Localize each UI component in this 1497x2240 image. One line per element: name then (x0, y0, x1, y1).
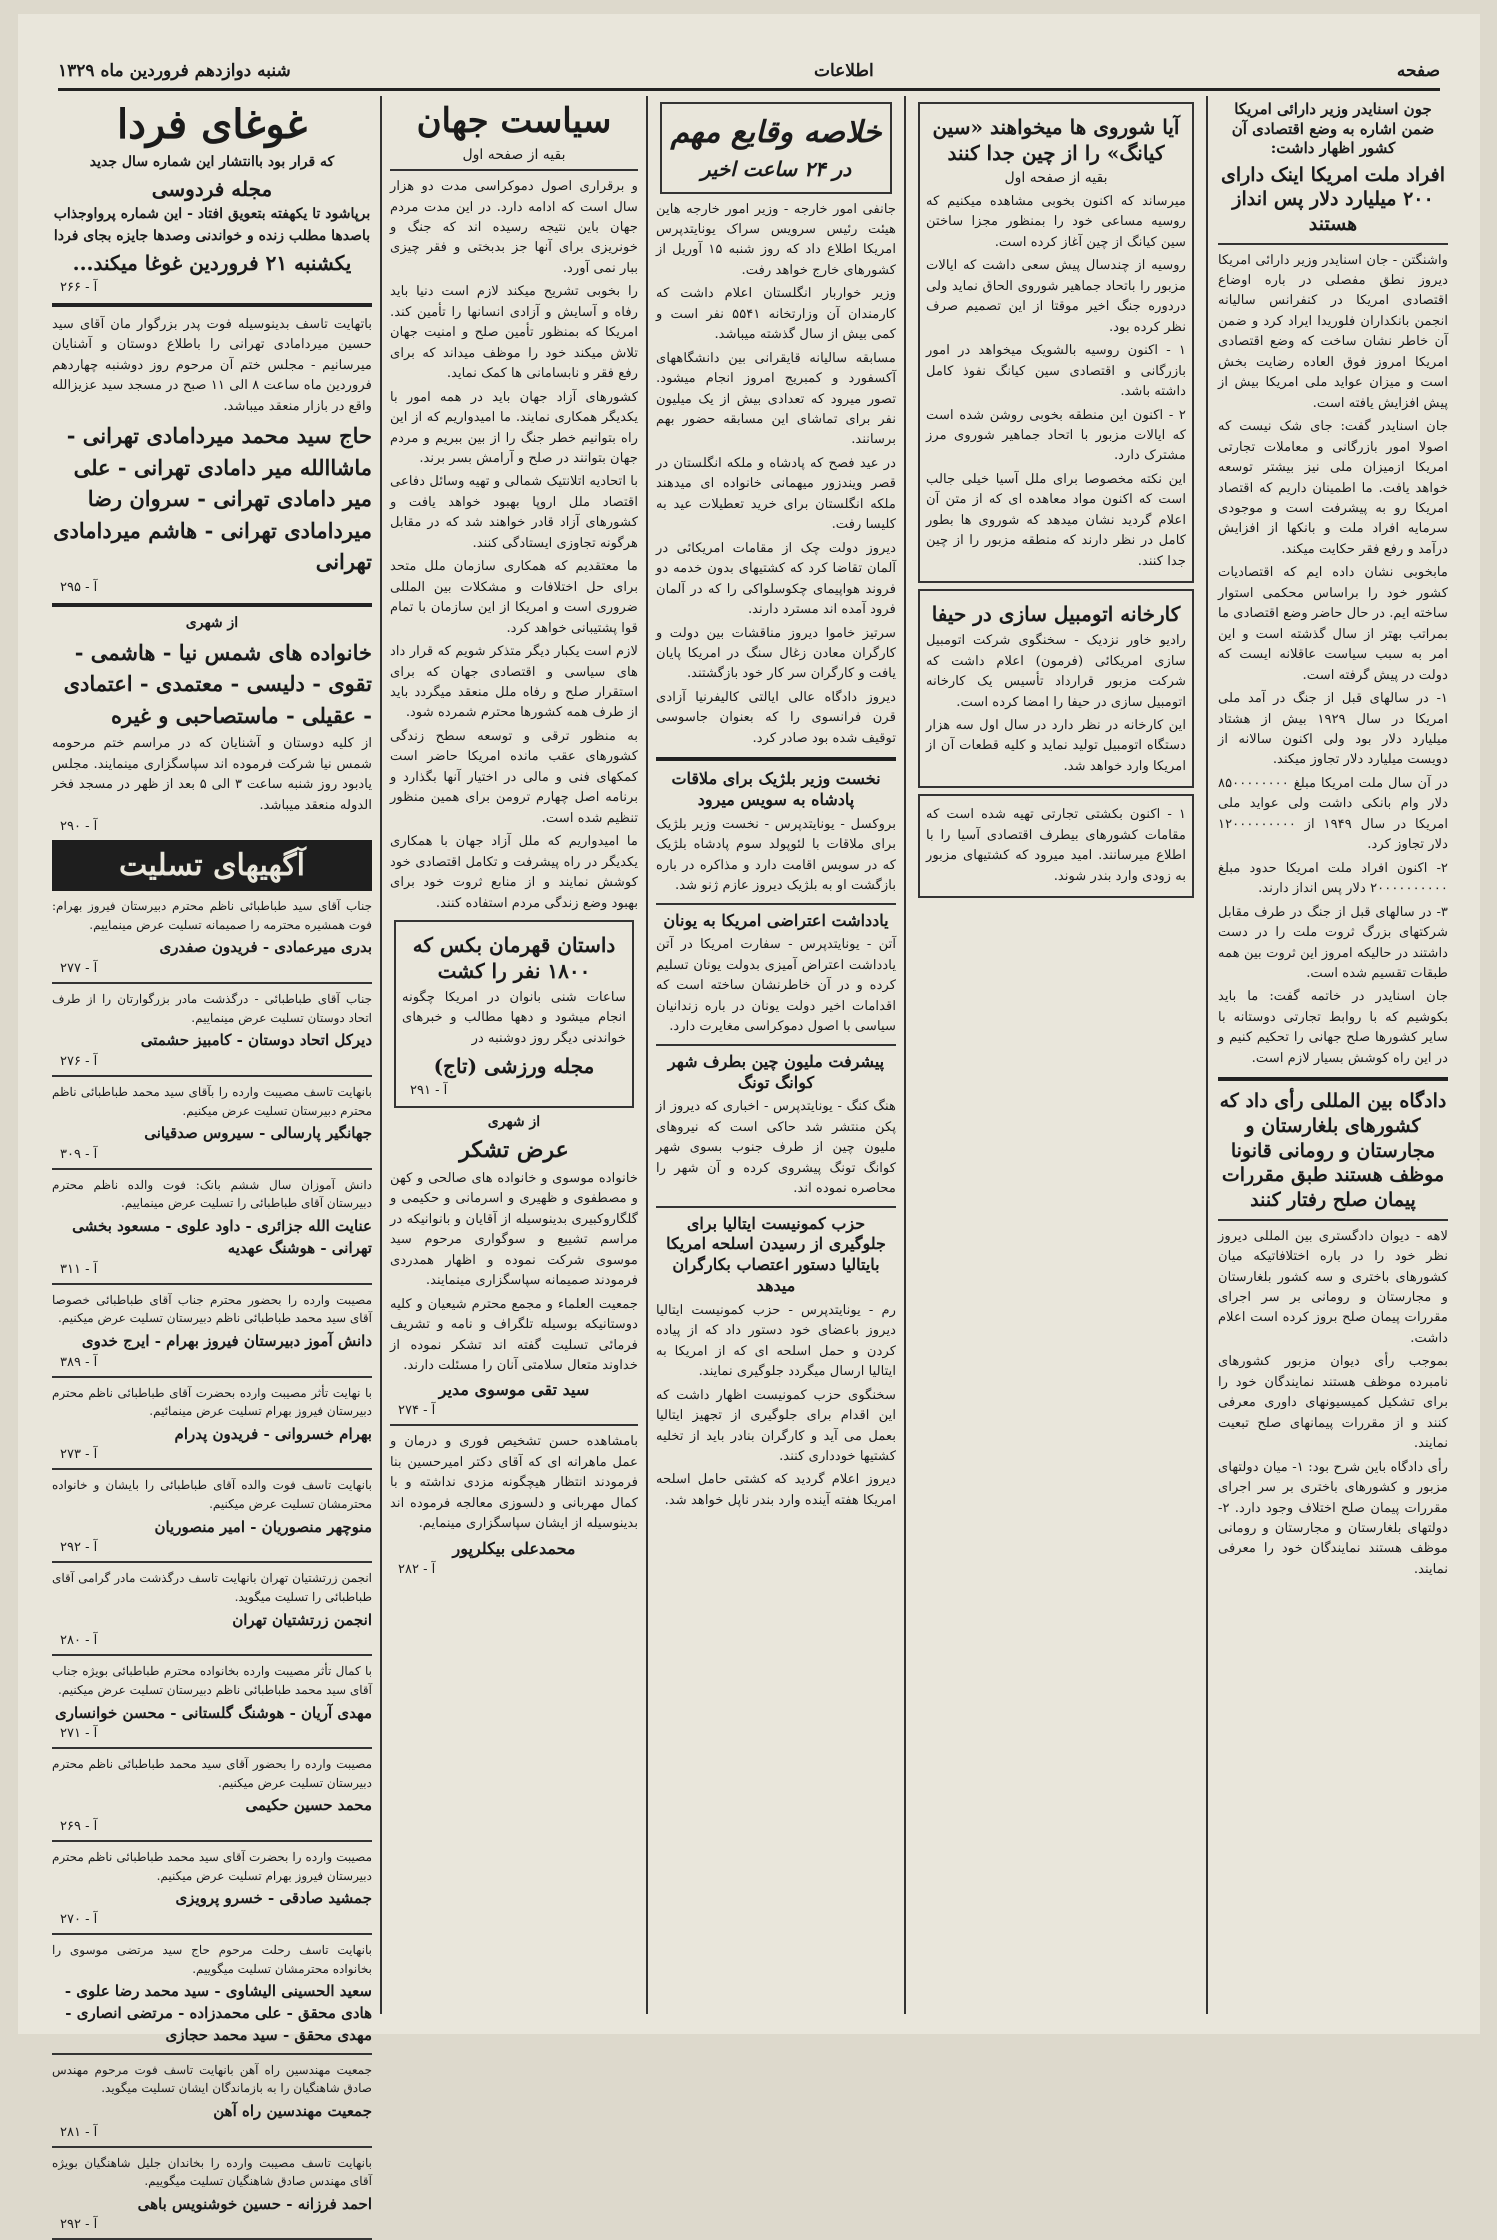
article-paragraph: ۱- در سالهای قبل از جنگ در آمد ملی امریکا در سال ۱۹۲۹ بیش از هشتاد میلیارد دلار بود ولی اکنون سالانه از دویست میلیارد دلار تجاوز میکند. (1218, 691, 1448, 768)
article-paragraph: لازم است یکبار دیگر متذکر شویم که قرار داد های سیاسی و اقتصادی جهان که برای استقرار صلح و رفاه ملل منعقد میگردد باید از طرف همه کشورها محترم شمرده شود. (390, 644, 638, 721)
notice-divider (52, 2146, 372, 2148)
notice-divider (52, 982, 372, 984)
shipping-article (918, 794, 1194, 898)
notice-divider (52, 2053, 372, 2055)
article-paragraph: رادیو خاور نزدیک - سخنگوی شرکت اتومبیل سازی امریکائی (فرمون) اعلام داشت که شرکت مزبور قرارداد تأسیس یک کارخانه اتومبیل سازی در حیفا را امضا کرده است. (926, 633, 1186, 710)
page-label: صفحه (1396, 61, 1440, 81)
condolence-signer: بدری میرعمادی - فریدون صفدری (159, 938, 372, 957)
article-paragraph: بروکسل - یونایتدپرس - نخست وزیر بلژیک برای ملاقات با لئوپولد سوم پادشاه بلژیک که در سویس اقامت دارد و مذاکره در باره بازگشت او به بلژیک دیروز عازم ژنو شد. (656, 816, 896, 894)
court-headline: دادگاه بین المللی رأی داد که کشورهای بلغارستان و مجارستان و رومانی قانونا موظف هستند طبق مقررات پیمان صلح رفتار کنند (1219, 1090, 1447, 1211)
tomorrow-line: که قرار بود باانتشار این شماره سال جدید (89, 154, 335, 170)
notice-names: حاج سید محمد میردامادی تهرانی - ماشاالله میر دامادی تهرانی - علی میر دامادی تهرانی - سروان رضا میردامادی تهرانی - هاشم میردامادی تهرانی (53, 423, 372, 575)
notice-city: از شهری (185, 614, 239, 631)
condolence-text: با نهایت تأثر مصیبت وارده بحضرت آقای طباطبائی ناظم محترم دبیرستان فیروز بهرام تسلیت عرض مینمائیم. (52, 1385, 372, 1419)
article-paragraph: ۲ - اکنون این منطقه بخوبی روشن شده است که ایالات مزبور با اتحاد جماهیر شوروی مرز مشترک دارد. (926, 407, 1186, 464)
article-paragraph: دیروز دادگاه عالی ایالتی کالیفرنیا آزادی قرن فرانسوی را که بعنوان جاسوسی توقیف شده بود صادر کرد. (656, 689, 896, 746)
article-paragraph: کشورهای آزاد جهان باید در همه امور با یکدیگر همکاری نمایند. ما امیدواریم که از این راه بتوانیم خطر جنگ را از بین ببریم و مردم جهان بتوانند در صلح و آرامش بسر برند. (390, 389, 638, 466)
world-politics-headline: سیاست جهان (416, 101, 612, 141)
article-paragraph: ما امیدواریم که ملل آزاد جهان با همکاری یکدیگر در راه پیشرفت و تکامل اقتصادی خود کوشش نمایند و از منابع ثروت خود برای بهبود وضع زندگی مردم استفاده کنند. (390, 834, 638, 911)
ad-headline: داستان قهرمان بکس که ۱۸۰۰ نفر را کشت (412, 932, 616, 983)
thanks-signature: محمدعلی بیکلرپور (452, 1538, 576, 1558)
column-world-politics (390, 96, 638, 2014)
article-paragraph: ۳- در سالهای قبل از جنگ در طرف مقابل شرکتهای بزرگ ثروت ملت را در دست داشتند در حالیکه امروز این ثروت بین همه طبقات تقسیم شده است. (1218, 904, 1448, 981)
article-paragraph: در عید فصح که پادشاه و ملکه انگلستان در قصر ویندزور میهمانی خانواده ای میدهند ملکه انگلستان برای خرید تعطیلات عید به کلیسا رفت. (656, 455, 896, 533)
ad-ref: آ - ۲۹۱ (410, 1083, 448, 1099)
tomorrow-line: برپاشود تا یکهفته بتعویق افتاد - این شماره پرواوجذاب (53, 206, 371, 222)
condolence-banner: آگهیهای تسلیت (52, 840, 372, 891)
condolence-text: جناب آقای طباطبائی - درگذشت مادر بزرگوارتان را از طرف اتحاد دوستان تسلیت عرض مینماییم. (52, 992, 372, 1025)
condolence-signer: منوچهر منصوریان - امیر منصوریان (154, 1517, 372, 1536)
thanks-headline: عرض تشکر (459, 1137, 569, 1164)
thanks-signature: سید تقی موسوی مدیر (438, 1380, 590, 1400)
column-china (914, 96, 1198, 2014)
tomorrow-line: باصدها مطلب زنده و خواندنی وصدها جایزه بجای فردا (53, 228, 371, 244)
thanks-ref: آ - ۲۸۲ (398, 1561, 436, 1577)
greece-headline: یادداشت اعتراضی امریکا به یونان (663, 910, 889, 930)
condolence-ref: آ - ۲۸۱ (60, 2124, 98, 2140)
condolence-ref: آ - ۲۷۶ (60, 1053, 98, 1069)
article-paragraph: این نکته مخصوصا برای ملل آسیا خیلی جالب است که اکنون مواد معاهده ای که از متن آن اعلام گردید نشان میدهد که شوروی ها بطور کامل در نظر دارند که منطقه مزبور را از چین جدا کنند. (926, 471, 1186, 569)
condolence-ref: آ - ۳۸۹ (60, 1354, 98, 1370)
condolence-notice (52, 1384, 372, 1471)
condolence-ref: آ - ۲۷۳ (60, 1447, 98, 1463)
condolence-signer: احمد فرزانه - حسین خوشنویس باهی (137, 2194, 372, 2213)
notice-divider (52, 1933, 372, 1935)
condolence-ref: آ - ۲۷۰ (60, 1912, 98, 1928)
paper-name: اطلاعات (813, 61, 874, 81)
condolence-text: انجمن زرتشتیان تهران بانهایت تاسف درگذشت مادر گرامی آقای طباطبائی را تسلیت میگوید. (52, 1571, 372, 1604)
condolence-notice (52, 1476, 372, 1563)
article-paragraph: لاهه - دیوان دادگستری بین المللی دیروز نظر خود را در باره اختلافاتیکه میان کشورهای باختری و سه کشور بلغارستان و مجارستان و رومانی بر سر اجرای مقررات پیمان صلح بروز کرده است اعلام داشت. (1218, 1228, 1448, 1346)
condolence-notice (52, 1941, 372, 2054)
notice-divider (52, 1561, 372, 1563)
article-paragraph: رأی دادگاه باین شرح بود: ۱- میان دولتهای مزبور و کشورهای باختری بر سر اجرای مقررات پیمان صلح اختلاف وجود دارد. ۲- دولتهای بلغارستان و مجارستان و رومانی موظف هستند نمایندگان خود را معرفی نمایند. (1218, 1459, 1448, 1577)
article-paragraph: سخنگوی حزب کمونیست اظهار داشت که این اقدام برای جلوگیری از تجهیز ایتالیا بعمل می آید و کارگران بنادر باید از تخلیه کشتیها خودداری کنند. (656, 1387, 896, 1464)
article-paragraph: مسابقه سالیانه قایقرانی بین دانشگاههای آکسفورد و کمبریج امروز انجام میشود. تصور میرود که تعدادی بیش از یک میلیون نفر برای تماشای این مسابقه حضور بهم برسانند. (656, 350, 896, 448)
condolence-signer: جمشید صادقی - خسرو پرویزی (175, 1889, 372, 1908)
column-economy (1218, 96, 1448, 2014)
article-paragraph: ۲- اکنون افراد ملت امریکا حدود مبلغ ۲۰۰۰۰۰۰۰۰۰۰ دلار پس انداز دارند. (1218, 860, 1448, 897)
condolence-notice (52, 1083, 372, 1170)
condolence-text: بانهایت تاسف رحلت مرحوم حاج سید مرتضی موسوی را بخانواده محترمشان تسلیت میگوییم. (52, 1943, 372, 1976)
condolence-signer: بهرام خسروانی - فریدون پدرام (174, 1424, 372, 1443)
condolence-notice (52, 1291, 372, 1378)
condolence-notice (52, 897, 372, 984)
article-paragraph: آتن - یونایتدپرس - سفارت امریکا در آتن یادداشت اعتراض آمیزی بدولت یونان تسلیم کرده و در آن خاطرنشان ساخته است که اقدامات اخیر دولت یونان در باره زندانیان سیاسی با اصول دموکراسی مغایرت دارد. (656, 937, 896, 1035)
article-paragraph: وزیر خواربار انگلستان اعلام داشت که کارمندان آن وزارتخانه ۵۵۴۱ نفر است و کمی بیش از سال گذشته میباشد. (656, 286, 896, 343)
article-paragraph: رم - یونایتدپرس - حزب کمونیست ایتالیا دیروز باعضای خود دستور داد که از پیاده کردن و حمل اسلحه ای که از امریکا به ایتالیا ارسال میگردد جلوگیری نمایند. (656, 1302, 896, 1380)
summary-subtitle: در ۲۴ ساعت اخیر (700, 156, 852, 181)
condolence-signer: دانش آموز دبیرستان فیروز بهرام - ایرج خدوی (81, 1331, 372, 1350)
article-paragraph: دیروز دولت چک از مقامات امریکائی در آلمان تقاضا کرد که کشتیهای بدون خدمه دو فروند هواپیمای چکوسلواکی را که در آلمان فرود آمده اند مسترد دارند. (656, 540, 896, 618)
column-rule (380, 96, 382, 2014)
notice-divider (52, 1075, 372, 1077)
article-paragraph: جانفی امور خارجه - وزیر امور خارجه هاین هیئت رئیس سرویس سراک یونایتدپرس امریکا اطلاع داد که روز شنبه ۱۵ آوریل از کشورهای خارج خواهد رفت. (656, 201, 896, 278)
column-notices (52, 96, 372, 2233)
thanks-paragraph: جمعیت العلماء و مجمع محترم شیعیان و کلیه دوستانیکه بوسیله تلگراف و نامه و تشریف فرمائی تسلیت گفته اند تشکر نموده از خداوند متعال سلامتی آنان را مسئلت دارند. (390, 1296, 638, 1373)
canton-headline: پیشرفت ملیون چین بطرف شهر کوانگ تونگ (667, 1051, 885, 1092)
condolence-notice (52, 1569, 372, 1656)
condolence-ref: آ - ۲۷۱ (60, 1726, 98, 1742)
notice-ref: آ - ۲۹۰ (60, 819, 98, 835)
haifa-headline: کارخانه اتومبیل سازی در حیفا (931, 602, 1181, 627)
condolence-notice (52, 1176, 372, 1285)
summary-title: خلاصه وقایع مهم (670, 115, 882, 150)
article-paragraph: بموجب رأی دیوان مزبور کشورهای نامبرده موظف هستند نمایندگان خود را برای تشکیل کمیسیونهای داوری معرفی کنند و از مقررات پیمانهای صلح تبعیت نمایند. (1218, 1354, 1448, 1452)
condolence-notice (52, 2154, 372, 2240)
notice-divider (52, 1840, 372, 1842)
column-rule (904, 96, 906, 2014)
condolence-text: مصیبت وارده را بحضرت آقای سید محمد طباطبائی ناظم محترم دبیرستان فیروز بهرام تسلیت عرض میکنیم. (52, 1850, 372, 1883)
continued-note: بقیه از صفحه اول (462, 147, 566, 164)
article-paragraph: و برقراری اصول دموکراسی مدت دو هزار سال است که ادامه دارد. در این مدت مردم جهان باین نتیجه رسیده اند که جنگ و خونریزی برای آنها جز بدبختی و فقر چیزی ببار نمی آورد. (390, 179, 638, 276)
notice-divider (52, 1468, 372, 1470)
condolence-notice (52, 2061, 372, 2148)
condolence-text: دانش آموزان سال ششم بانک: فوت والده ناظم محترم دبیرستان آقای طباطبائی را تسلیت عرض مینماییم. (52, 1177, 372, 1211)
notice-names: خانواده های شمس نیا - هاشمی - تقوی - دلیسی - معتمدی - اعتمادی - عقیلی - ماستصاحبی و غیره (63, 639, 372, 728)
article-paragraph: ما معتقدیم که همکاری سازمان ملل متحد برای حل اختلافات و مشکلات بین المللی ضروری است و امریکا از این سازمان با تمام قوا پشتیبانی خواهد کرد. (390, 559, 638, 636)
ad-magazine-name: مجله ورزشی (تاج) (433, 1054, 595, 1079)
notice-text: باتهایت تاسف بدینوسیله فوت پدر بزرگوار مان آقای سید حسین میردامادی تهرانی را باطلاع دوستان و آشنایان میرسانیم - مجلس ختم آن مرحوم روز دوشنبه چهاردهم فروردین ماه ساعت ۸ الی ۱۱ صبح در مسجد سید عزیزالله واقع در بازار منعقد میباشد. (52, 317, 372, 414)
article-paragraph: را بخوبی تشریح میکند لازم است دنیا باید رفاه و آسایش و آزادی انسانها را تأمین کند. امریکا که بمنظور تأمین صلح و امنیت جهان تلاش میکند خود را موظف میداند که برای رفع فقر و نابسامانی ها کمک نماید. (390, 284, 638, 382)
condolence-signer: محمد حسین حکیمی (245, 1796, 372, 1815)
masthead (58, 54, 1440, 91)
condolence-ref: آ - ۲۹۲ (60, 1540, 98, 1556)
article-paragraph: این کارخانه در نظر دارد در سال اول سه هزار دستگاه اتومبیل تولید نماید و کلیه قطعات آن از امریکا وارد خواهد شد. (926, 717, 1186, 774)
notice-ref: آ - ۲۹۵ (60, 579, 98, 595)
condolence-signer: انجمن زرتشتیان تهران (232, 1610, 372, 1629)
condolence-text: مصیبت وارده را بحضور محترم جناب آقای طباطبائی خصوصا آقای سید محمد طباطبائی ناظم دبیرستان تسلیت عرض میکنیم. (52, 1292, 372, 1326)
notice-divider (52, 1376, 372, 1378)
notice-divider (52, 1168, 372, 1170)
article-paragraph: به منظور ترقی و توسعه سطح زندگی کشورهای عقب مانده امریکا حاضر است کمکهای فنی و مالی در اختیار آنها بگذارد و برنامه اصل چهارم ترومن برای همین منظور تنظیم شده است. (390, 728, 638, 826)
issue-date: شنبه دوازدهم فروردین ماه ۱۳۲۹ (58, 61, 291, 81)
china-headline: آیا شوروی ها میخواهند «سین کیانگ» را از چین جدا کنند (932, 115, 1180, 165)
thanks-city: از شهری (487, 1114, 541, 1131)
magazine-ad (394, 920, 634, 1108)
condolence-notice (52, 990, 372, 1077)
notice-text: از کلیه دوستان و آشنایان که در مراسم ختم مرحومه شمس نیا شرکت فرموده اند سپاسگزاری مینمایند. مجلس یادبود روز شنبه ساعت ۳ الی ۵ بعد از ظهر در مسجد فخر الدوله منعقد میباشد. (52, 736, 372, 813)
article-paragraph: جان اسنایدر گفت: جای شک نیست که اصولا امور بازرگانی و معاملات تجارتی امریکا ازمیزان ملی نیز بیشتر توسعه خواهد یافت. ما اطمینان داریم که اقتصاد امریکا رو به پیشرفت است و موجودی سرمایه افراد ملت و بانکها از افزایش درآمد و رفع فقر حکایت میکند. (1218, 419, 1448, 557)
condolence-list (52, 897, 372, 2240)
article-paragraph: ۱ - اکنون بکشتی تجارتی تهیه شده است که مقامات کشورهای بیطرف اقتصادی آسیا را با اطلاع میرسانند. امید میرود که کشتیهای مزبور به زودی وارد بندر شوند. (926, 807, 1186, 884)
article-paragraph: هنگ کنگ - یونایتدپرس - اخباری که دیروز از پکن منتشر شد حاکی است که نیروهای ملیون چین از طرف جنوب بسوی شهر کوانگ تونگ پیشروی کرده و آن شهر را محاصره نموده اند. (656, 1099, 896, 1197)
condolence-ref: آ - ۲۶۹ (60, 1819, 98, 1835)
notice-divider (52, 1747, 372, 1749)
article-paragraph: با اتحادیه اتلانتیک شمالی و تهیه وسائل دفاعی اقتصاد ملل اروپا بهبود خواهد یافت و کشورهای آزاد قادر خواهند شد که در مقابل هرگونه تجاوزی ایستادگی کنند. (390, 474, 638, 551)
condolence-signer: سعید الحسینی الیشاوی - سید محمد رضا علوی - هادی محقق - علی محمدزاده - مرتضی انصاری - مهدی محقق - سید محمد حجازی (64, 1982, 372, 2044)
condolence-ref: آ - ۳۰۹ (60, 1146, 98, 1162)
newspaper-page (18, 14, 1480, 2233)
thanks-paragraph: خانواده موسوی و خانواده های صالحی و کهن و مصطفوی و ظهیری و اسرمانی و حکیمی و گلگاروکبیری بدینوسیله از آقایان و بانوانیکه در مراسم تشییع و سوگواری مرحوم سید موسوی شرکت نموده و اظهار همدردی فرمودند صمیمانه سپاسگزاری مینمایند. (390, 1170, 638, 1289)
tomorrow-title: غوغای فردا (116, 101, 308, 148)
article-paragraph: در آن سال ملت امریکا مبلغ ۸۵۰۰۰۰۰۰۰۰ دلار وام بانکی داشت ولی عواید ملی امریکا در سال ۱۹۴۹ از ۱۲۰۰۰۰۰۰۰۰۰ دلار تجاوز کرد. (1218, 775, 1448, 853)
news-summary-box (660, 102, 892, 194)
article-paragraph: روسیه از چندسال پیش سعی داشت که ایالات مزبور را باتحاد جماهیر شوروی الحاق نماید ولی دردوره جنگ اخیر موقتا از این تصمیم صرف نظر کرده بود. (926, 258, 1186, 335)
article-paragraph: مابخوبی نشان داده ایم که اقتصادیات کشور خود را براساس محکمی استوار ساخته ایم. در حال حاضر وضع اقتصادی ما بمراتب بهتر از سال گذشته است و این امر به سبب سیاست عاقلانه ایست که دولت در پیش گرفته است. (1218, 565, 1448, 683)
column-rule (1206, 96, 1208, 2014)
condolence-text: جناب آقای سید طباطبائی ناظم محترم دبیرستان فیروز بهرام: فوت همشیره محترمه را صمیمانه تسلیت عرض مینماییم. (52, 899, 372, 932)
condolence-text: بانهایت تاسف مصیبت وارده را بآقای سید محمد طباطبائی ناظم محترم دبیرستان تسلیت عرض میکنیم. (52, 1084, 372, 1118)
thanks-ref: آ - ۲۷۴ (398, 1403, 436, 1419)
condolence-text: جمعیت مهندسین راه آهن بانهایت تاسف فوت مرحوم مهندس صادق شاهنگیان را به بازماندگان ایشان تسلیت میگوید. (52, 2062, 372, 2096)
article-paragraph: ۱ - اکنون روسیه بالشویک میخواهد در امور بازرگانی و اقتصادی سین کیانگ نفوذ کامل داشته باشد. (926, 343, 1186, 400)
condolence-text: مصیبت وارده را بحضور آقای سید محمد طباطبائی ناظم محترم دبیرستان تسلیت عرض میکنیم. (52, 1757, 372, 1790)
condolence-text: با کمال تأثر مصیبت وارده بخانواده محترم طباطبائی بویژه جناب آقای سید محمد طباطبائی ناظم دبیرستان تسلیت عرض میکنیم. (52, 1664, 372, 1697)
haifa-article (918, 589, 1194, 788)
china-article (918, 102, 1194, 583)
lead-headline-small: جون اسنایدر وزیر دارائی امریکا ضمن اشاره به وضع اقتصادی آن کشور اظهار داشت: (1231, 100, 1435, 157)
column-news-summary (656, 96, 896, 2014)
condolence-text: بانهایت تاسف مصیبت وارده را بخاندان جلیل شاهنگیان بویژه آقای مهندس صادق شاهنگیان تسلیت میگوییم. (52, 2155, 372, 2189)
article-paragraph: واشنگتن - جان اسنایدر وزیر دارائی امریکا دیروز نطق مفصلی در باره اوضاع اقتصادی امریکا در کنفرانس سالیانه انجمن بانکداران فلوریدا ایراد کرد و ضمن آن خاطر نشان ساخت که وضع اقتصادی امریکا امروز فوق العاده رضایت بخش است و میزان عواید ملی امریکا بیش از پیش افزایش یافته است. (1218, 252, 1448, 411)
notice-ref: آ - ۲۶۶ (60, 280, 98, 295)
article-paragraph: جان اسنایدر در خاتمه گفت: ما باید بکوشیم که با روابط تجارتی دوستانه با سایر کشورها صلح جهانی را تحکیم کنیم و در این راه کوشش بسیار لازم است. (1218, 989, 1448, 1066)
column-rule (646, 96, 648, 2014)
tomorrow-line: یکشنبه ۲۱ فروردین غوغا میکند... (72, 251, 352, 275)
condolence-ref: آ - ۲۷۷ (60, 961, 98, 977)
belgium-headline: نخست وزیر بلژیک برای ملاقات پادشاه به سویس میرود (671, 769, 881, 810)
thanks-paragraph: بامشاهده حسن تشخیص فوری و درمان و عمل ماهرانه ای که آقای دکتر امیرحسین بنا فرمودند انتظار هیچگونه مزدی نداشته و با کمال مهربانی و دلسوزی معالجه فرموده اند بدینوسیله از ایشان سپاسگزاری مینمایم. (390, 1434, 638, 1532)
condolence-notice (52, 1662, 372, 1749)
italy-headline: حزب کمونیست ایتالیا برای جلوگیری از رسیدن اسلحه امریکا بایتالیا دستور اعتصاب بکارگران میدهد (666, 1213, 886, 1295)
condolence-notice (52, 1755, 372, 1842)
condolence-signer: جمعیت مهندسین راه آهن (213, 2101, 372, 2120)
ad-text: ساعات شنی بانوان در امریکا چگونه انجام میشود و دهها مطالب و خبرهای خواندنی دیگر روز دوشنبه در (402, 989, 626, 1046)
condolence-signer: عنایت الله جزائری - داود علوی - مسعود بخشی تهرانی - هوشنگ عهدیه (72, 1217, 372, 1257)
condolence-text: بانهایت تاسف فوت والده آقای طباطبائی را بایشان و خانواده محترمشان تسلیت عرض میکنیم. (52, 1478, 372, 1512)
magazine-name: مجله فردوسی (151, 177, 273, 201)
continued-note: بقیه از صفحه اول (1004, 170, 1108, 186)
condolence-signer: دیرکل اتحاد دوستان - کامبیز حشمتی (140, 1031, 372, 1050)
condolence-signer: مهدی آریان - هوشنگ گلستانی - محسن خوانساری (55, 1703, 372, 1722)
condolence-ref: آ - ۳۱۱ (60, 1261, 98, 1277)
condolence-signer: جهانگیر پارسالی - سیروس صدقیانی (144, 1124, 372, 1143)
condolence-ref: آ - ۲۸۰ (60, 1633, 98, 1649)
article-paragraph: میرساند که اکنون بخوبی مشاهده میکنیم که روسیه مساعی خود را بمنظور مجزا ساختن سین کیانگ از چین آغاز کرده است. (926, 194, 1186, 250)
condolence-notice (52, 1848, 372, 1935)
article-paragraph: سرتیز خاموا دیروز مناقشات بین دولت و کارگران معادن زغال سنگ در امریکا پایان یافت و کارگران سر کار خود بازگشتند. (656, 625, 896, 682)
article-paragraph: دیروز اعلام گردید که کشتی حامل اسلحه امریکا هفته آینده وارد بندر ناپل خواهد شد. (656, 1472, 896, 1508)
notice-divider (52, 1283, 372, 1285)
condolence-ref: آ - ۲۹۲ (60, 2217, 98, 2233)
notice-divider (52, 1654, 372, 1656)
lead-headline: افراد ملت امریکا اینک دارای ۲۰۰ میلیارد دلار پس انداز هستند (1220, 163, 1446, 235)
